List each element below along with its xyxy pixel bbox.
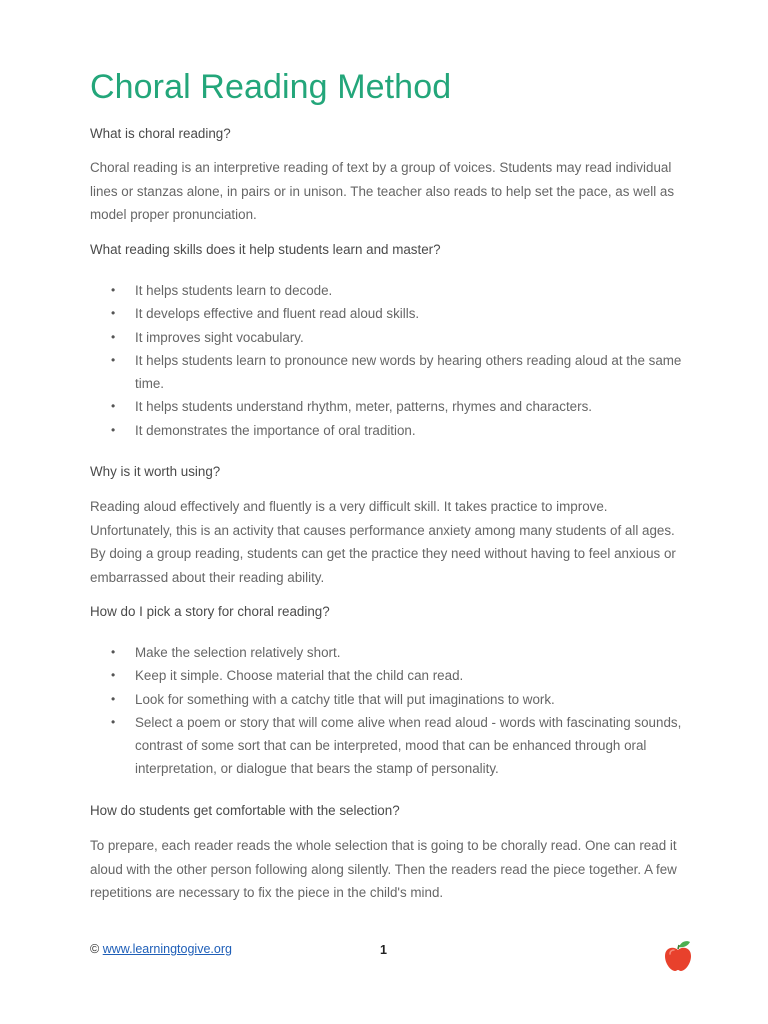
page-number: 1 xyxy=(380,943,387,957)
pick-story-list xyxy=(90,641,690,781)
bullet-icon: • xyxy=(111,306,116,321)
bullet-icon: • xyxy=(111,668,116,683)
list-item xyxy=(90,349,690,396)
bullet-icon: • xyxy=(111,399,116,414)
section-paragraph-worth-using: Reading aloud effectively and fluently is a very difficult skill. It takes practice to improve. Unfortunately, this is an activity that causes performance anxiety among many students of all ages. By doing a group reading, students can get the practice they need without having to feel anxious or embarrassed about their reading ability. xyxy=(90,499,676,585)
section-heading-comfortable: How do students get comfortable with the selection? xyxy=(90,803,400,818)
list-item-text: It helps students learn to pronounce new words by hearing others reading aloud at the same time. xyxy=(135,352,682,392)
list-item-text: It helps students learn to decode. xyxy=(135,283,333,298)
list-item-text: Select a poem or story that will come alive when read aloud - words with fascinating sounds, contrast of some sort that can be interpreted, mood that can be enhanced through oral interpretation, or dialogue that bears the stamp of personality. xyxy=(135,714,682,777)
section-paragraph-comfortable: To prepare, each reader reads the whole selection that is going to be chorally read. One can read it aloud with the other person following along silently. Then the readers read the piece together. A few repetitions are necessary to fix the piece in the child's mind. xyxy=(90,838,677,900)
list-item xyxy=(90,711,690,781)
footer-copyright xyxy=(90,942,232,956)
bullet-icon: • xyxy=(111,283,116,297)
document-title: Choral Reading Method xyxy=(90,68,452,106)
list-item-text: Look for something with a catchy title that will put imaginations to work. xyxy=(135,691,555,707)
bullet-icon: • xyxy=(111,422,116,437)
bullet-icon: • xyxy=(111,645,116,659)
apple-logo-icon xyxy=(660,938,696,974)
list-item-text: It demonstrates the importance of oral tradition. xyxy=(135,422,416,438)
list-item-text: Make the selection relatively short. xyxy=(135,645,341,660)
list-item-text: It improves sight vocabulary. xyxy=(135,329,304,345)
list-item xyxy=(90,302,690,325)
bullet-icon: • xyxy=(111,352,116,367)
website-link[interactable]: www.learningtogive.org xyxy=(102,942,232,956)
bullet-icon: • xyxy=(111,329,116,344)
list-item xyxy=(90,419,690,442)
section-heading-what-is: What is choral reading? xyxy=(90,126,231,141)
copyright-symbol: © xyxy=(90,942,100,956)
list-item-text: Keep it simple. Choose material that the child can read. xyxy=(135,668,464,684)
section-heading-reading-skills: What reading skills does it help students learn and master? xyxy=(90,242,441,257)
apple-stem-shape xyxy=(678,945,679,949)
section-heading-pick-story: How do I pick a story for choral reading? xyxy=(90,604,330,619)
list-item-text: It develops effective and fluent read aloud skills. xyxy=(135,306,420,322)
list-item xyxy=(90,326,690,349)
bullet-icon: • xyxy=(111,714,116,729)
list-item xyxy=(90,664,690,687)
list-item xyxy=(90,688,690,711)
reading-skills-list xyxy=(90,279,690,442)
list-item xyxy=(90,641,690,664)
bullet-icon: • xyxy=(111,691,116,706)
section-paragraph-what-is: Choral reading is an interpretive reading of text by a group of voices. Students may read individual lines or stanzas alone, in pairs or in unison. The teacher also reads to help set the pace, as well as model proper pronunciation. xyxy=(90,160,675,222)
list-item xyxy=(90,395,690,418)
apple-leaf-shape xyxy=(679,941,690,947)
list-item-text: It helps students understand rhythm, meter, patterns, rhymes and characters. xyxy=(135,399,592,415)
list-item xyxy=(90,279,690,302)
section-heading-worth-using: Why is it worth using? xyxy=(90,464,221,479)
apple-body-shape xyxy=(665,948,691,971)
